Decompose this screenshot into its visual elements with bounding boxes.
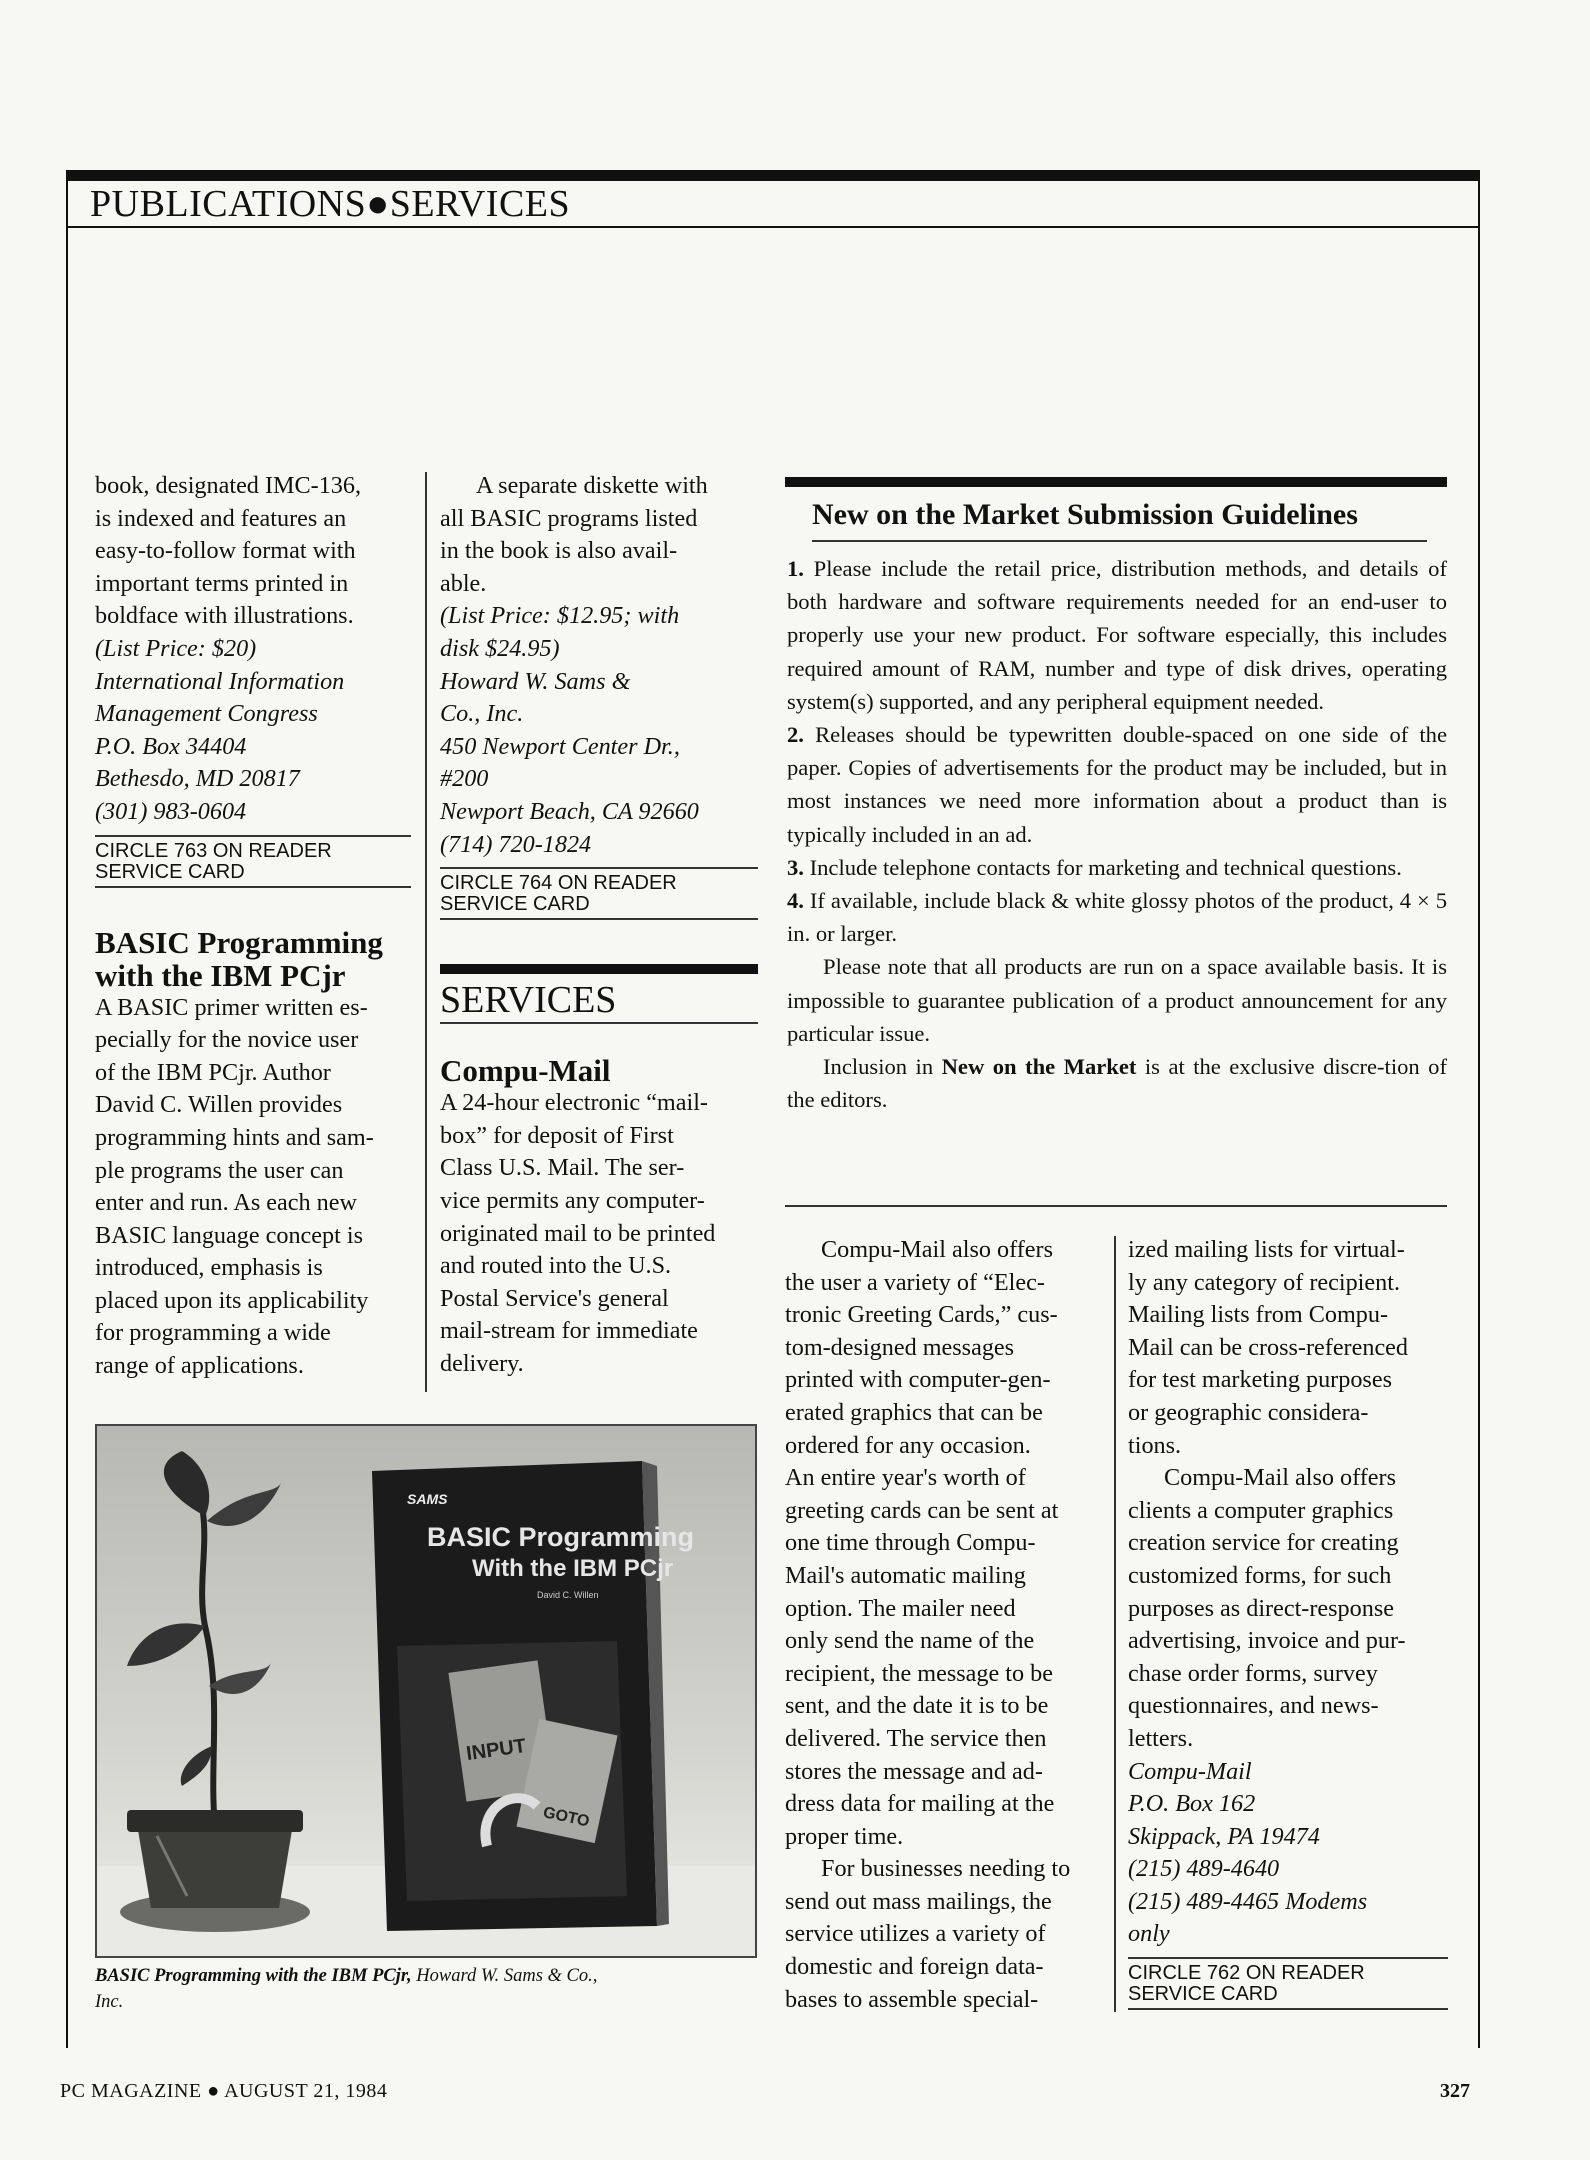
body-line: programming hints and sam- xyxy=(95,1123,374,1151)
guideline-text: If available, include black & white glossy photos of the product, 4 × 5 in. or larger. xyxy=(787,888,1447,947)
guideline-number: 4. xyxy=(787,888,804,914)
text-line: tom-designed messages xyxy=(785,1333,1015,1361)
footer-magazine: PC MAGAZINE ● AUGUST 21, 1984 xyxy=(60,2080,388,2102)
note-emphasis: New on the Market xyxy=(941,1054,1137,1080)
reader-service-circle: CIRCLE 763 ON READER SERVICE CARD xyxy=(95,835,411,888)
caption-title: BASIC Programming with the IBM PCjr, xyxy=(95,1966,412,1986)
flower-pot-icon xyxy=(120,1810,310,1932)
list-price: (List Price: $20) xyxy=(95,634,257,662)
text-line: For businesses needing to xyxy=(821,1855,1071,1883)
note-text: Inclusion in xyxy=(823,1054,942,1080)
text-line: bases to assemble special- xyxy=(785,1985,1039,2013)
text-line: for test marketing purposes xyxy=(1128,1366,1392,1394)
column-4 xyxy=(1128,1234,1448,2010)
photo-caption xyxy=(95,1963,615,2015)
address-line: only xyxy=(1128,1920,1170,1948)
column-divider xyxy=(425,472,427,1392)
column-2 xyxy=(440,470,758,1380)
text-line: chase order forms, survey xyxy=(1128,1659,1378,1687)
body-line: BASIC language concept is xyxy=(95,1221,364,1249)
text-line: important terms printed in xyxy=(95,569,349,597)
body-line: for programming a wide xyxy=(95,1319,331,1347)
guideline-number: 3. xyxy=(787,854,804,880)
product-photo xyxy=(95,1424,757,1958)
text-line: delivered. The service then xyxy=(785,1724,1047,1752)
text-line: erated graphics that can be xyxy=(785,1398,1043,1426)
text-line: boldface with illustrations. xyxy=(95,602,354,630)
text-line: letters. xyxy=(1128,1724,1194,1752)
address-line: Bethesdo, MD 20817 xyxy=(95,765,300,793)
header-rule xyxy=(66,226,1480,228)
text-line: tions. xyxy=(1128,1431,1182,1459)
body-line: vice permits any computer- xyxy=(440,1186,705,1214)
text-line: greeting cards can be sent at xyxy=(785,1496,1059,1524)
text-line: Mail can be cross-referenced xyxy=(1128,1333,1409,1361)
text-line: in the book is also avail- xyxy=(440,537,678,565)
text-line: one time through Compu- xyxy=(785,1529,1036,1557)
guideline-number: 2. xyxy=(787,722,804,748)
text-line: creation service for creating xyxy=(1128,1529,1399,1557)
address-line: 450 Newport Center Dr., xyxy=(440,732,680,760)
address-line: Management Congress xyxy=(95,700,318,728)
body-line: and routed into the U.S. xyxy=(440,1252,672,1280)
guidelines-title: New on the Market Submission Guidelines xyxy=(812,498,1358,531)
text-line: service utilizes a variety of xyxy=(785,1920,1046,1948)
guidelines-title-rule xyxy=(812,540,1427,542)
body-line: mail-stream for immediate xyxy=(440,1317,698,1345)
text-line: printed with computer-gen- xyxy=(785,1366,1051,1394)
book-title-line-2: With the IBM PCjr xyxy=(472,1555,674,1582)
text-line: purposes as direct-response xyxy=(1128,1594,1394,1622)
body-line: pecially for the novice user xyxy=(95,1026,359,1054)
text-line: sent, and the date it is to be xyxy=(785,1692,1049,1720)
column-3 xyxy=(785,1234,1101,2016)
address-line: Newport Beach, CA 92660 xyxy=(440,797,699,825)
list-price: disk $24.95) xyxy=(440,634,560,662)
body-line: introduced, emphasis is xyxy=(95,1254,323,1282)
book-publisher: SAMS xyxy=(407,1491,448,1507)
body-line: enter and run. As each new xyxy=(95,1189,357,1217)
text-line: tronic Greeting Cards,” cus- xyxy=(785,1301,1058,1329)
book-author: David C. Willen xyxy=(537,1590,599,1600)
address-line: (215) 489-4640 xyxy=(1128,1855,1280,1883)
guideline-note xyxy=(787,1050,1447,1116)
text-line: advertising, invoice and pur- xyxy=(1128,1627,1406,1655)
body-line: range of applications. xyxy=(95,1352,304,1380)
caption-credit: Howard W. Sams & Co., Inc. xyxy=(95,1966,598,2012)
guideline-text: Please include the retail price, distribution methods, and details of both hardware and software requirements needed for an end-user to properly use your new product. For software especially, this includes required amount of RAM, number and type of disk drives, operating system(s) supported, and any peripheral equipment needed. xyxy=(787,556,1447,714)
address-line: (301) 983-0604 xyxy=(95,797,247,825)
address-line: International Information xyxy=(95,667,345,695)
address-line: Compu-Mail xyxy=(1128,1757,1252,1785)
guideline-item xyxy=(787,718,1447,851)
text-line: domestic and foreign data- xyxy=(785,1953,1044,1981)
guideline-number: 1. xyxy=(787,556,804,581)
body-line: Postal Service's general xyxy=(440,1284,669,1312)
text-line: proper time. xyxy=(785,1822,904,1850)
guideline-note: Please note that all products are run on a space available basis. It is impossible to guarantee publication of a product announcement for any particular issue. xyxy=(787,954,1447,1046)
text-line: able. xyxy=(440,569,487,597)
body-line: David C. Willen provides xyxy=(95,1091,343,1119)
book-title-line-1: BASIC Programming xyxy=(427,1522,695,1552)
product-title: BASIC Programming with the IBM PCjr xyxy=(95,924,383,993)
text-line: Compu-Mail also offers xyxy=(821,1236,1053,1263)
body-line: originated mail to be printed xyxy=(440,1219,716,1247)
note-text: is at the exclusive discre-tion of the editors. xyxy=(787,1054,1447,1113)
text-line: An entire year's worth of xyxy=(785,1464,1026,1492)
services-rule xyxy=(440,964,758,974)
text-line: option. The mailer need xyxy=(785,1594,1016,1622)
text-line: is indexed and features an xyxy=(95,504,347,532)
text-line: send out mass mailings, the xyxy=(785,1887,1052,1915)
reader-service-circle: CIRCLE 764 ON READER SERVICE CARD xyxy=(440,867,758,920)
text-line: all BASIC programs listed xyxy=(440,504,698,532)
text-line: Mailing lists from Compu- xyxy=(1128,1301,1389,1329)
section-title: PUBLICATIONS●SERVICES xyxy=(90,183,571,225)
guidelines-top-rule xyxy=(785,477,1447,487)
guideline-item xyxy=(787,851,1447,884)
text-line: Compu-Mail also offers xyxy=(1164,1464,1396,1492)
address-line: Co., Inc. xyxy=(440,700,524,728)
guideline-text: Include telephone contacts for marketing and technical questions. xyxy=(809,854,1402,880)
photo-illustration xyxy=(97,1426,755,1956)
guideline-text: Releases should be typewritten double-spaced on one side of the paper. Copies of advertisements for the product may be included, but in most instances we need more information about a product than is typically included in an ad. xyxy=(787,722,1447,847)
services-heading: SERVICES xyxy=(440,980,758,1024)
page-number: 327 xyxy=(1440,2080,1470,2102)
body-line: ple programs the user can xyxy=(95,1156,344,1184)
text-line: customized forms, for such xyxy=(1128,1561,1392,1589)
guideline-item xyxy=(787,884,1447,950)
address-line: P.O. Box 34404 xyxy=(95,732,247,760)
text-line: book, designated IMC-136, xyxy=(95,472,362,499)
product-title: Compu-Mail xyxy=(440,1053,611,1089)
text-line: dress data for mailing at the xyxy=(785,1790,1055,1818)
text-line: A separate diskette with xyxy=(476,472,708,499)
text-line: easy-to-follow format with xyxy=(95,537,356,565)
text-line: or geographic considera- xyxy=(1128,1398,1369,1426)
text-line: ly any category of recipient. xyxy=(1128,1268,1400,1296)
guidelines-body xyxy=(787,552,1447,1116)
text-line: stores the message and ad- xyxy=(785,1757,1043,1785)
text-line: the user a variety of “Elec- xyxy=(785,1268,1045,1296)
column-divider xyxy=(1114,1236,1116,2012)
address-line: (714) 720-1824 xyxy=(440,830,592,858)
card-goto: GOTO xyxy=(541,1804,591,1831)
body-line: delivery. xyxy=(440,1349,524,1377)
body-line: box” for deposit of First xyxy=(440,1121,674,1149)
address-line: (215) 489-4465 Modems xyxy=(1128,1887,1368,1915)
text-line: clients a computer graphics xyxy=(1128,1496,1394,1524)
card-input: INPUT xyxy=(464,1734,528,1766)
text-line: recipient, the message to be xyxy=(785,1659,1053,1687)
text-line: Mail's automatic mailing xyxy=(785,1561,1026,1589)
reader-service-circle: CIRCLE 762 ON READER SERVICE CARD xyxy=(1128,1957,1448,2010)
address-line: Howard W. Sams & xyxy=(440,667,631,695)
body-line: A BASIC primer written es- xyxy=(95,993,368,1021)
address-line: Skippack, PA 19474 xyxy=(1128,1822,1320,1850)
column-1 xyxy=(95,470,411,1383)
text-line: ized mailing lists for virtual- xyxy=(1128,1236,1405,1263)
address-line: P.O. Box 162 xyxy=(1128,1790,1256,1818)
text-line: questionnaires, and news- xyxy=(1128,1692,1379,1720)
guideline-item xyxy=(787,552,1447,718)
list-price: (List Price: $12.95; with xyxy=(440,602,680,630)
body-line: of the IBM PCjr. Author xyxy=(95,1058,331,1086)
guidelines-bottom-rule xyxy=(785,1205,1447,1207)
body-line: Class U.S. Mail. The ser- xyxy=(440,1154,685,1182)
body-line: placed upon its applicability xyxy=(95,1286,369,1314)
body-line: A 24-hour electronic “mail- xyxy=(440,1089,708,1117)
address-line: #200 xyxy=(440,765,489,793)
text-line: only send the name of the xyxy=(785,1627,1035,1655)
text-line: ordered for any occasion. xyxy=(785,1431,1031,1459)
